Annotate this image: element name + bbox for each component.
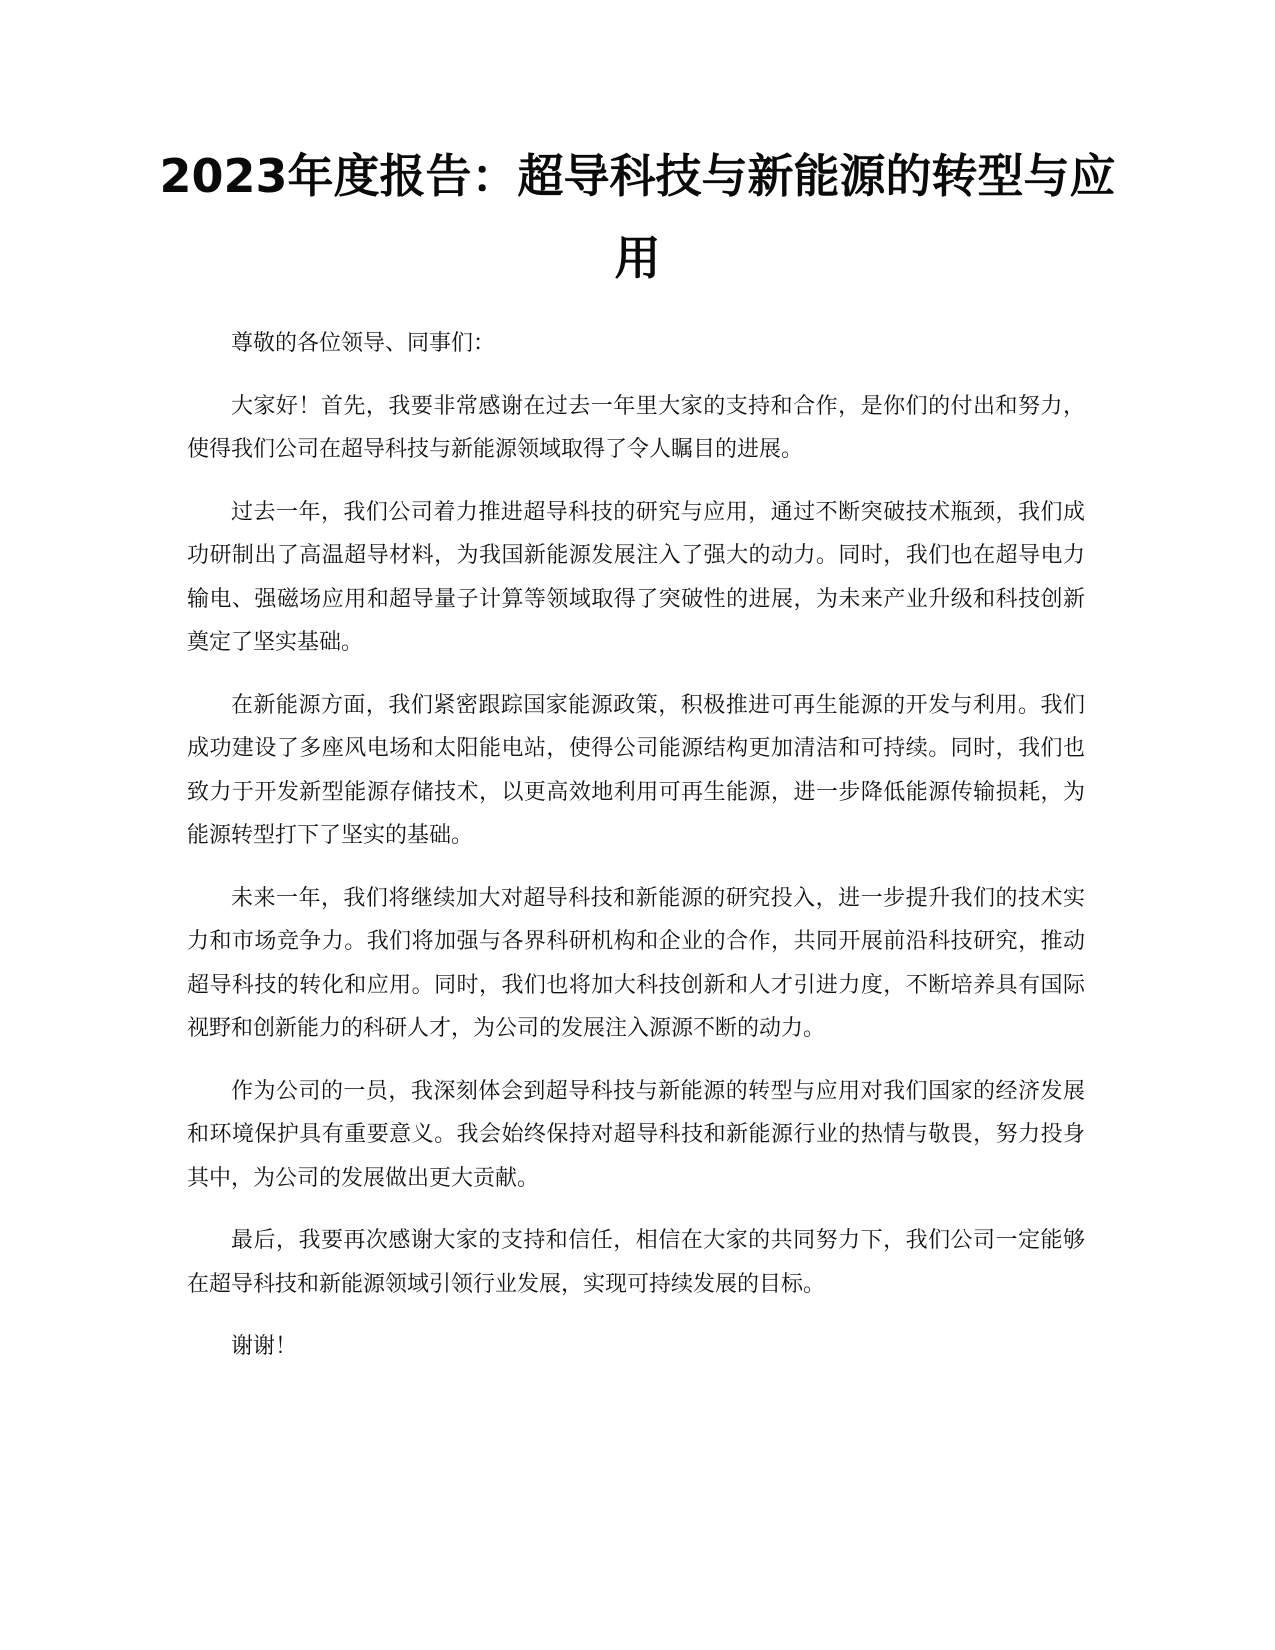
closing-paragraph: 最后，我要再次感谢大家的支持和信任，相信在大家的共同努力下，我们公司一定能够在超导科技和新能源领域引领行业发展，实现可持续发展的目标。 bbox=[187, 1228, 1085, 1297]
document-title: 2023年度报告：超导科技与新能源的转型与应用 bbox=[159, 149, 1116, 285]
personal-reflection-paragraph: 作为公司的一员，我深刻体会到超导科技与新能源的转型与应用对我们国家的经济发展和环境保护具有重要意义。我会始终保持对超导科技和新能源行业的热情与敬畏，努力投身其中，为公司的发展做出更大贡献。 bbox=[187, 1078, 1085, 1191]
document-body bbox=[187, 322, 1085, 1388]
new-energy-paragraph: 在新能源方面，我们紧密跟踪国家能源政策，积极推进可再生能源的开发与利用。我们成功建设了多座风电场和太阳能电站，使得公司能源结构更加清洁和可持续。同时，我们也致力于开发新型能源存储技术，以更高效地利用可再生能源，进一步降低能源传输损耗，为能源转型打下了坚实的基础。 bbox=[187, 692, 1085, 848]
superconductor-progress-paragraph: 过去一年，我们公司着力推进超导科技的研究与应用，通过不断突破技术瓶颈，我们成功研制出了高温超导材料，为我国新能源发展注入了强大的动力。同时，我们也在超导电力输电、强磁场应用和超导量子计算等领域取得了突破性的进展，为未来产业升级和科技创新奠定了坚实基础。 bbox=[187, 499, 1085, 655]
greeting-paragraph: 大家好！首先，我要非常感谢在过去一年里大家的支持和合作，是你们的付出和努力，使得我们公司在超导科技与新能源领域取得了令人瞩目的进展。 bbox=[187, 393, 1085, 462]
salutation-paragraph: 尊敬的各位领导、同事们： bbox=[231, 331, 496, 356]
thanks-paragraph: 谢谢！ bbox=[231, 1334, 298, 1359]
future-plan-paragraph: 未来一年，我们将继续加大对超导科技和新能源的研究投入，进一步提升我们的技术实力和市场竞争力。我们将加强与各界科研机构和企业的合作，共同开展前沿科技研究，推动超导科技的转化和应用。同时，我们也将加大科技创新和人才引进力度，不断培养具有国际视野和创新能力的科研人才，为公司的发展注入源源不断的动力。 bbox=[187, 885, 1085, 1041]
